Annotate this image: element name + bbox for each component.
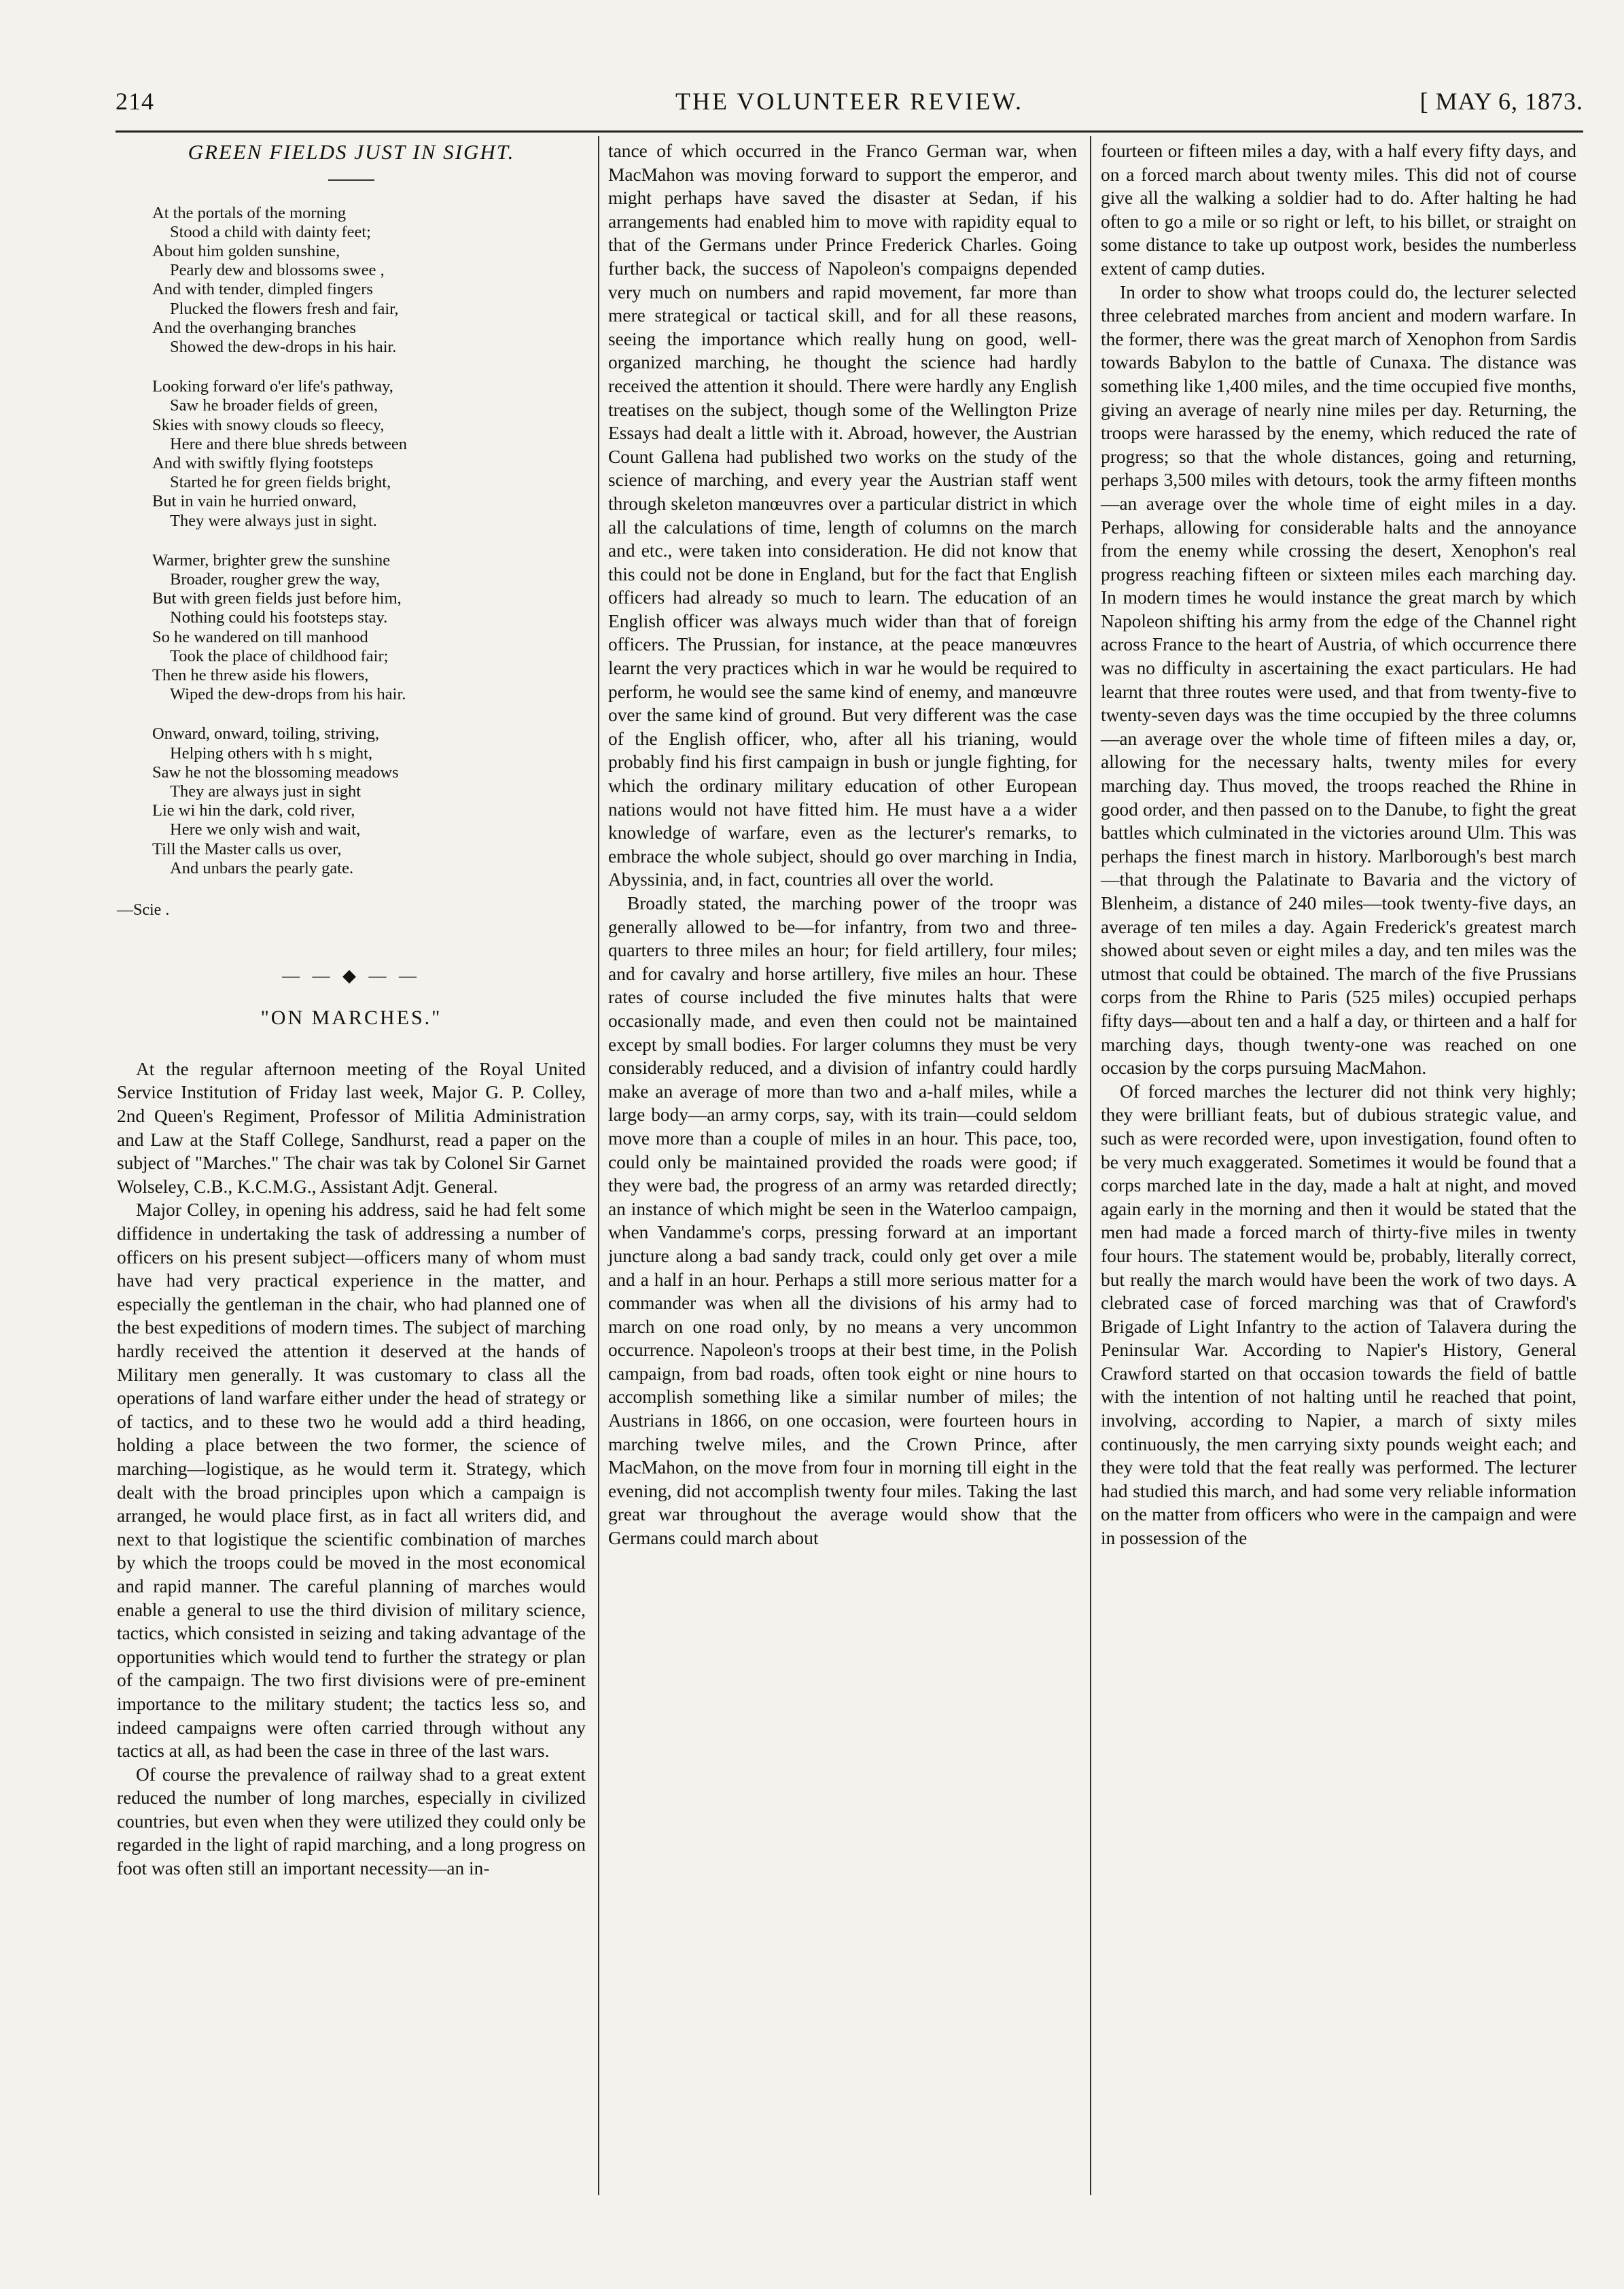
poem-line: Nothing could his footsteps stay.: [170, 608, 388, 627]
poem-line: And with tender, dimpled fingers: [152, 280, 373, 299]
poem-line: Onward, onward, toiling, striving,: [152, 724, 380, 744]
poem-line: Looking forward o'er life's pathway,: [152, 377, 393, 396]
poem-line: Showed the dew-drops in his hair.: [170, 338, 397, 357]
article-paragraph: Of course the prevalence of railway shad to a great extent reduced the number of long marches, especially in civilized countries, but even when they were utilized they could only be regarded in the light of rapid marching, and a long progress on foot was often still an important necessity—an in-: [117, 1764, 586, 1879]
article-paragraph: In order to show what troops could do, the lecturer selected three celebrated marches from ancient and modern warfare. In the former, there was the great march of Xenophon from Sardis towards Babylon to the battle of Cunaxa. The distance was something like 1,400 miles, and the time occupied five months, giving an average of nearly nine miles per day. Returning, the troops were harassed by the enemy, which reduced the rate of progress; so that the whole distances, going and returning, perhaps 3,500 miles with detours, took the army fifteen months—an average over the whole time of eight miles in a day. Perhaps, allowing for considerable halts and the annoyance from the enemy while crossing the desert, Xenophon's real progress reaching fifteen or sixteen miles each marching day. In modern times he would instance the great march by which Napoleon shifting his army from the edge of the Channel right across France to the heart of Austria, of which occurrence there was no difficulty in ascertaining the exact particulars. He had learnt that three routes were used, and that from twenty-five to twenty-seven days was the time occupied by the three columns—an average over the whole time of fifteen miles a day, or, allowing for the necessary halts, twenty miles for every marching day. Thus moved, the troops reached the Rhine in good order, and then passed on to the Danube, to fight the great battles which culminated in the victories around Ulm. This was perhaps the finest march in history. Marlborough's best march—that through the Palatinate to Bavaria and the victory of Blenheim, a distance of 240 miles—took twenty-five days, an average of ten miles a day. Again Frederick's greatest march showed about seven or eight miles a day, and ten miles was the utmost that could be obtained. The march of the five Prussians corps from the Rhine to Paris (525 miles) occupied perhaps fifty days—about ten and a half a day, or thirteen and a half for marching days, though twenty-one was reached on one occasion by the corps pursuing MacMahon.: [1101, 281, 1576, 1079]
column-1: [117, 139, 586, 1881]
poem-line: Skies with snowy clouds so fleecy,: [152, 415, 385, 434]
poem-line: So he wandered on till manhood: [152, 627, 368, 646]
poem-line: Started he for green fields bright,: [170, 473, 391, 492]
article-title: "ON MARCHES.": [260, 1007, 442, 1030]
publication-title: THE VOLUNTEER REVIEW.: [675, 88, 1023, 115]
poem-signature: —Scie .: [117, 901, 170, 920]
issue-date: [ MAY 6, 1873.: [1419, 88, 1583, 115]
article-paragraph: Major Colley, in opening his address, said he had felt some diffidence in undertaking the task of addressing a number of officers on his present subject—officers many of whom must have had very practical experience in the matter, and especially the gentleman in the chair, who had planned one of the best expeditions of modern times. The subject of marching hardly received the attention it deserved at the hands of Military men generally. It was customary to class all the operations of land warfare either under the head of strategy or of tactics, and to these two he would add a third heading, holding a place between the two former, the science of marching—logistique, as he would term it. Strategy, which dealt with the broad principles upon which a campaign is arranged, he would place first, as in fact all writers did, and next to that logistique the scientific combination of marches by which the troops could be moved in the most economical and rapid manner. The careful planning of marches would enable a general to use the third division of military science, tactics, which consisted in seizing and taking advantage of the opportunities which would tend to further the strategy or plan of the campaign. The two first divisions were of pre-eminent importance to the military student; the tactics less so, and indeed campaigns were often carried through without any tactics at all, as had been the case in three of the last wars.: [117, 1200, 586, 1762]
poem-line: Here we only wish and wait,: [170, 820, 361, 839]
poem-line: But with green fields just before him,: [152, 589, 402, 608]
poem-stanza: [152, 204, 586, 357]
poem-line: Warmer, brighter grew the sunshine: [152, 551, 391, 570]
column-3: [1101, 139, 1576, 1550]
poem-line: They were always just in sight.: [170, 511, 377, 530]
poem-line: Helping others with h s might,: [170, 744, 373, 763]
article-paragraph: tance of which occurred in the Franco German war, when MacMahon was moving forward to support the emperor, and might perhaps have saved the disaster at Sedan, if his arrangements had enabled him to move with rapidity equal to that of the Germans under Prince Frederick Charles. Going further back, the success of Napoleon's compaigns depended very much on numbers and rapid movement, far more than mere strategical or tactical skill, and for all these reasons, seeing the importance which really hung on good, well-organized marching, he thought the science had hardly received the attention it should. There were hardly any English treatises on the subject, though some of the Wellington Prize Essays had dealt a little with it. Abroad, however, the Austrian Count Gallena had published two works on the study of the science of marching, and every year the Austrian staff went through skeleton manœuvres over a particular district in which all the calculations of time, length of columns on the march and etc., were taken into consideration. He did not know that this could not be done in England, but for the fact that English officers had already so much to learn. The education of an English officer was always much wider than that of foreign officers. The Prussian, for instance, at the peace manœuvres learnt the very practices which in war he would be required to perform, he would see the same kind of enemy, and manœuvre over the same kind of ground. But very different was the case of the English officer, who, after all his trianing, would probably find his first campaign in bush or jungle fighting, for which the ordinary military education of other European nations would not have fitted him. He must have a a wider knowledge of warfare, even as the lecturer's remarks, to embrace the whole subject, should go over marching in India, Abyssinia, and, in fact, countries all over the world.: [608, 141, 1077, 890]
poem-stanza: [152, 724, 586, 878]
article-paragraph: fourteen or fifteen miles a day, with a half every fifty days, and on a forced march about twenty miles. This did not of course give all the walking a soldier had to do. After halting he had often to go a mile or so right or left, to his billet, or straight on some distance to take up outpost work, besides the numberless extent of camp duties.: [1101, 141, 1576, 279]
poem-line: Then he threw aside his flowers,: [152, 666, 369, 685]
poem-line: And unbars the pearly gate.: [170, 858, 354, 877]
poem-line: And with swiftly flying footsteps: [152, 454, 374, 473]
poem-line: Wiped the dew-drops from his hair.: [170, 685, 406, 704]
article-paragraph: Broadly stated, the marching power of the troopr was generally allowed to be—for infantry, from two and three-quarters to three miles an hour; for field artillery, four miles; and for cavalry and horse artillery, five miles an hour. These rates of course included the five minutes halts that were occasionally made, and even then could not be maintained except by small bodies. For larger columns they must be very considerably reduced, and a division of infantry could hardly make an average of more than two and a-half miles, while a large body—an army corps, say, with its train—could seldom move more than a couple of miles in an hour. This pace, too, could only be maintained provided the roads were good; if they were bad, the progress of an army was retarded directly; an instance of which might be seen in the Waterloo campaign, when Vandamme's corps, pressing forward at an important juncture along a bad sandy track, could only get over a mile and a half in an hour. Perhaps a still more serious matter for a commander was when all the divisions of his army had to march on one road only, by no means a very uncommon occurrence. Napoleon's troops at their best time, in the Polish campaign, from bad roads, often took eight or nine hours to accomplish something like a similar number of miles; the Austrians in 1866, on one occasion, were fourteen hours in marching twelve miles, and the Crown Prince, after MacMahon, on the move from four in morning till eight in the evening, did not accomplish twenty four miles. Taking the last great war throughout the average would show that the Germans could march about: [608, 893, 1077, 1549]
page-number: 214: [116, 88, 154, 115]
poem-line: Till the Master calls us over,: [152, 839, 342, 858]
poem-line: And the overhanging branches: [152, 318, 357, 337]
poem-line: Broader, rougher grew the way,: [170, 570, 381, 589]
article-paragraph: At the regular afternoon meeting of the Royal United Service Institution of Friday last week, Major G. P. Colley, 2nd Queen's Regiment, Professor of Militia Administration and Law at the Staff College, Sandhurst, read a paper on the subject of "Marches." The chair was tak by Colonel Sir Garnet Wolseley, C.B., K.C.M.G., Assistant Adjt. General.: [117, 1058, 586, 1197]
poem-line: They are always just in sight: [170, 782, 361, 801]
header-rule: [116, 130, 1583, 133]
column-2: [608, 139, 1077, 1550]
poem-title-rule: [328, 179, 374, 181]
poem-line: But in vain he hurried onward,: [152, 492, 357, 511]
poem-stanza: [152, 551, 586, 705]
section-ornament: — — ◆ — —: [282, 965, 421, 985]
poem-line: Saw he broader fields of green,: [170, 396, 378, 415]
column-divider: [598, 136, 599, 2195]
poem-title: GREEN FIELDS JUST IN SIGHT.: [188, 140, 515, 164]
poem-line: Plucked the flowers fresh and fair,: [170, 299, 399, 318]
page-header: [116, 87, 1583, 122]
poem-line: Pearly dew and blossoms swee ,: [170, 261, 385, 280]
poem-line: At the portals of the morning: [152, 203, 347, 222]
poem-line: Lie wi hin the dark, cold river,: [152, 801, 355, 820]
column-divider: [1090, 136, 1091, 2195]
poem-body: [152, 204, 586, 879]
poem-line: Saw he not the blossoming meadows: [152, 763, 399, 782]
poem-line: Took the place of childhood fair;: [170, 646, 389, 665]
poem-line: Here and there blue shreds between: [170, 434, 407, 453]
article-paragraph: Of forced marches the lecturer did not think very highly; they were brilliant feats, but of dubious strategic value, and such as were recorded were, upon investigation, found often to be very much exaggerated. Sometimes it would be found that a corps marched late in the day, made a halt at night, and moved again early in the morning and then it would be stated that the men had made a forced march of thirty-five miles in twenty four hours. The statement would be, probably, literally correct, but really the march would have been the work of two days. A clebrated case of forced marching was that of Crawford's Brigade of Light Infantry to the action of Talavera during the Peninsular War. According to Napier's History, General Crawford started on that occasion towards the field of battle with the intention of not halting until he reached that point, involving, according to Napier, a march of sixty miles continuously, the men carrying sixty pounds weight each; and they were told that the feat really was performed. The lecturer had studied this march, and had some very reliable information on the matter from officers who were in the campaign and were in possession of the: [1101, 1081, 1576, 1549]
poem-line: About him golden sunshine,: [152, 242, 340, 260]
poem-stanza: [152, 377, 586, 531]
poem-line: Stood a child with dainty feet;: [170, 222, 371, 241]
